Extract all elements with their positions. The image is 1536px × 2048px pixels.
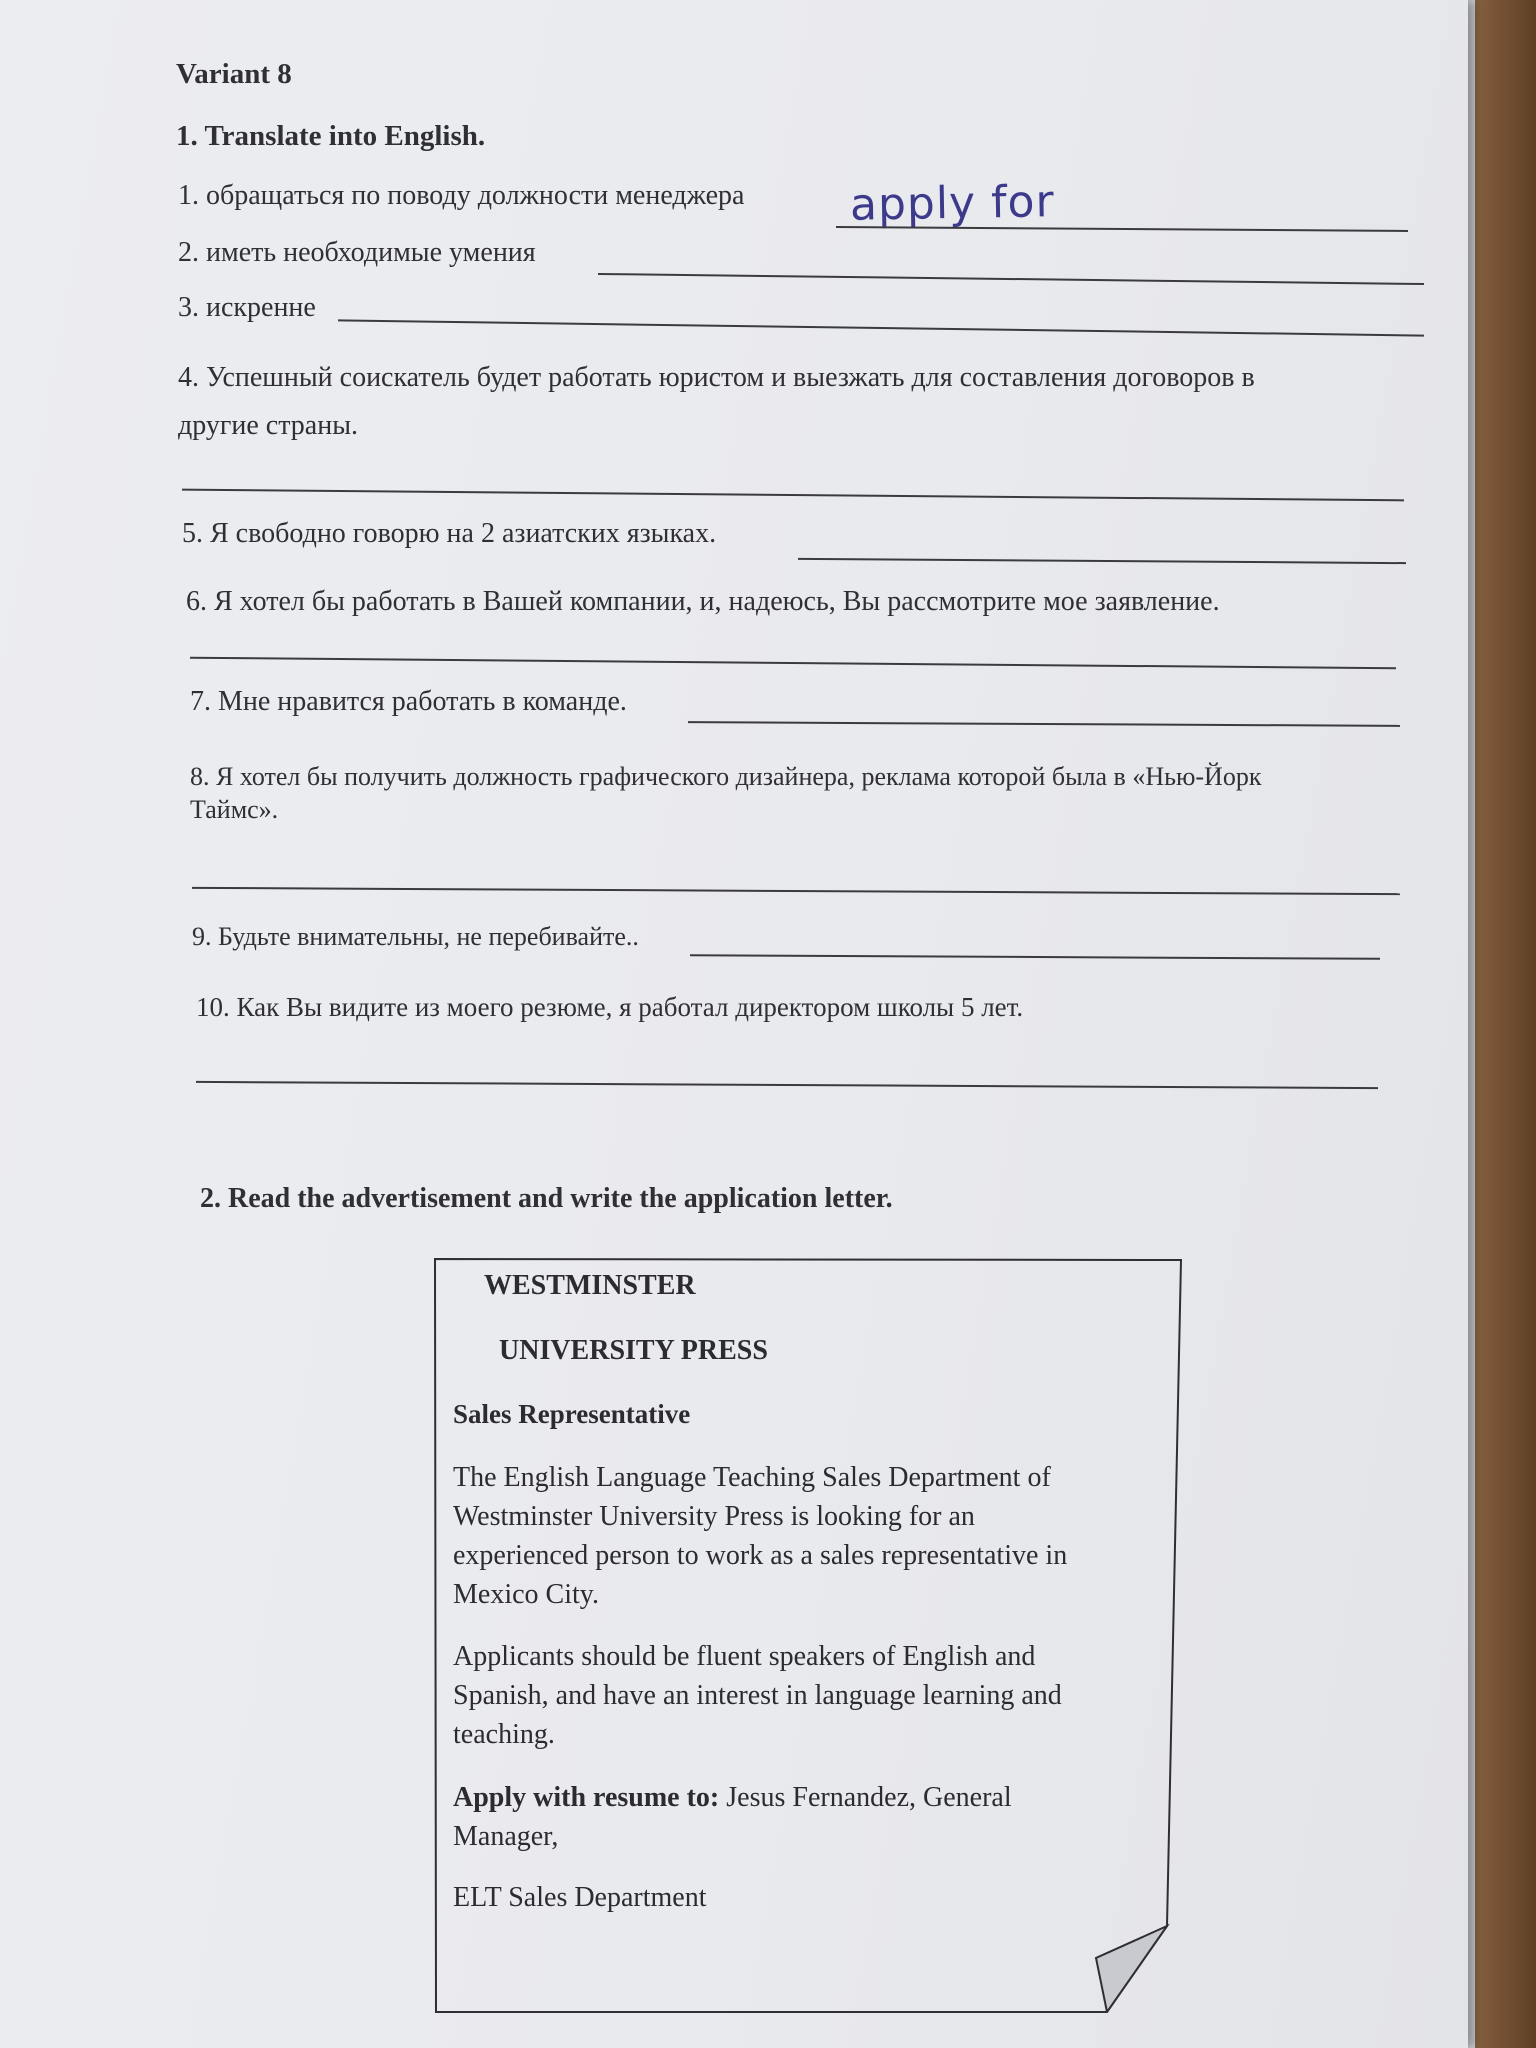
question-7: 7. Мне нравится работать в команде.: [190, 686, 627, 717]
advertisement-box: [434, 1258, 1182, 2013]
question-5: 5. Я свободно говорю на 2 азиатских языках.: [182, 518, 717, 549]
ad-para1-line4: Mexico City.: [453, 1579, 599, 1610]
question-8: 8. Я хотел бы получить должность графического дизайнера, реклама которой была в «Нью-Йорк: [190, 762, 1262, 791]
section1-heading: 1. Translate into English.: [176, 120, 486, 152]
folded-corner: [1096, 1926, 1167, 2012]
ad-para2-line1: Applicants should be fluent speakers of English and: [453, 1641, 1036, 1672]
ad-org-line2: UNIVERSITY PRESS: [499, 1335, 768, 1366]
table-surface: [1466, 0, 1536, 2048]
question-10: 10. Как Вы видите из моего резюме, я работал директором школы 5 лет.: [196, 992, 1024, 1022]
ad-para2-line2: Spanish, and have an interest in language learning and: [453, 1680, 1062, 1711]
answer-line-4[interactable]: [182, 489, 1404, 502]
question-6: 6. Я хотел бы работать в Вашей компании, и, надеюсь, Вы рассмотрите мое заявление.: [186, 586, 1220, 617]
section2-heading: 2. Read the advertisement and write the application letter.: [200, 1183, 893, 1214]
answer-line-8[interactable]: [192, 887, 1400, 895]
answer-line-10[interactable]: [196, 1081, 1378, 1089]
answer-line-2[interactable]: [598, 273, 1424, 285]
variant-title: Variant 8: [176, 58, 292, 90]
question-3: 3. искренне: [178, 292, 316, 323]
question-4-cont: другие страны.: [178, 410, 359, 441]
ad-para2-line3: teaching.: [453, 1719, 555, 1750]
question-4: 4. Успешный соискатель будет работать юристом и выезжать для составления договоров в: [178, 362, 1255, 393]
ad-para1-line3: experienced person to work as a sales representative in: [453, 1540, 1068, 1571]
question-9: 9. Будьте внимательны, не перебивайте..: [192, 922, 639, 951]
answer-line-5[interactable]: [798, 558, 1406, 564]
answer-line-3[interactable]: [338, 319, 1424, 336]
question-8-cont: Таймс».: [190, 795, 279, 824]
ad-department: ELT Sales Department: [453, 1882, 707, 1913]
ad-apply-contact: Jesus Fernandez, General: [719, 1782, 1012, 1813]
ad-para1-line2: Westminster University Press is looking for an: [453, 1501, 975, 1532]
ad-apply-line2: Manager,: [453, 1821, 559, 1852]
handwritten-answer-1: apply for: [849, 176, 1056, 231]
answer-line-7[interactable]: [688, 721, 1400, 727]
question-1: 1. обращаться по поводу должности менеджера: [178, 180, 745, 211]
ad-para1-line1: The English Language Teaching Sales Department of: [453, 1462, 1051, 1493]
ad-apply-label: Apply with resume to:: [453, 1782, 720, 1813]
answer-line-6[interactable]: [190, 657, 1396, 670]
ad-apply-line1: [453, 1778, 1012, 1817]
ad-org-line1: WESTMINSTER: [484, 1270, 696, 1301]
question-2: 2. иметь необходимые умения: [178, 237, 536, 268]
answer-line-9[interactable]: [690, 954, 1380, 960]
ad-position: Sales Representative: [453, 1399, 691, 1429]
